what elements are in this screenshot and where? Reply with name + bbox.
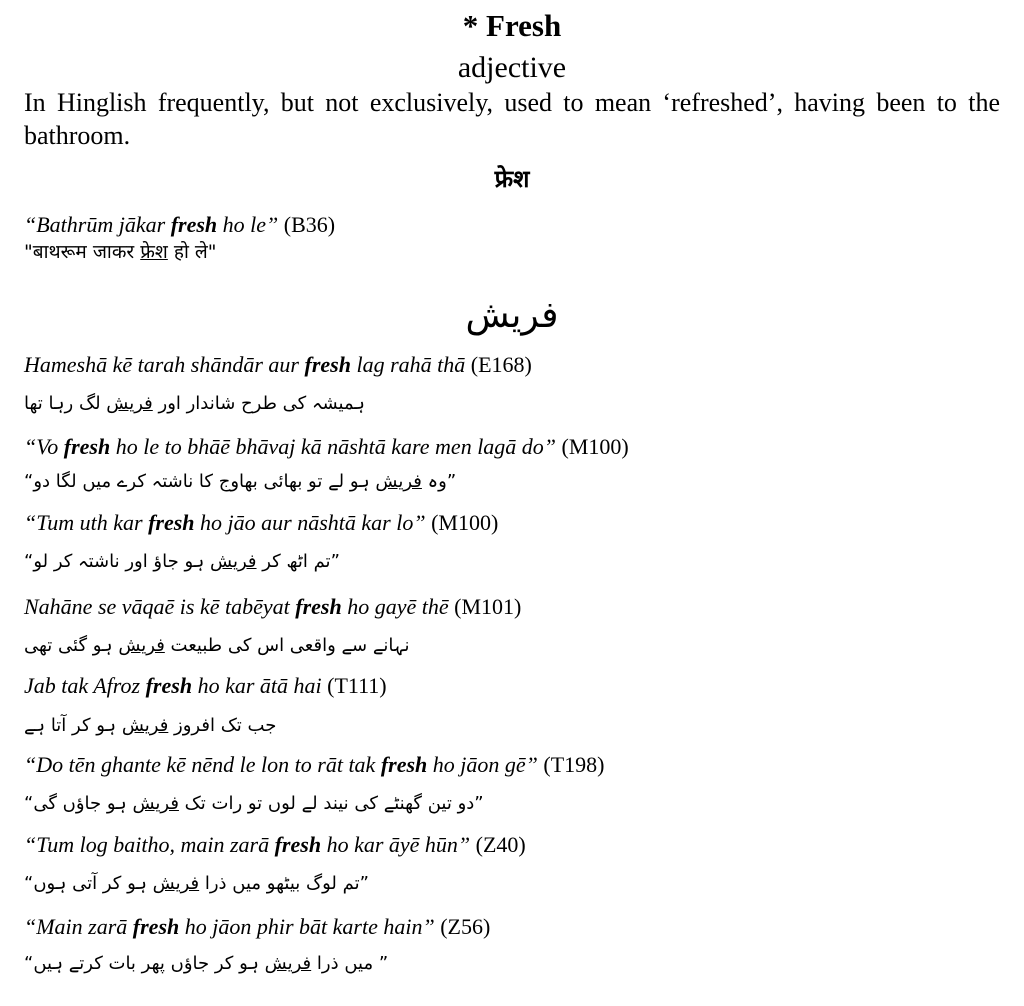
example-keyword: فریش: [118, 635, 165, 656]
example-keyword: فریش: [121, 715, 169, 736]
example-text: لگ رہا تھا: [24, 393, 107, 414]
example-text: "बाथरूम जाकर: [24, 241, 141, 263]
urdu-example-line: [24, 790, 484, 818]
urdu-example-script: [24, 632, 1000, 660]
urdu-example-script: [24, 950, 1000, 978]
urdu-example-script: [24, 712, 1000, 740]
urdu-headword: فریش: [465, 295, 559, 336]
example-text: ہو جاؤ اور ناشتہ کر لو“: [24, 551, 211, 572]
example-text: ho le”: [217, 212, 279, 237]
example-keyword: fresh: [170, 212, 218, 237]
example-reference: (M100): [425, 510, 499, 535]
hindi-headword: फ्रेश: [494, 165, 530, 193]
example-text: ho kar ātā hai: [192, 673, 322, 698]
example-keyword: فریش: [152, 873, 200, 894]
example-text: ہو کر آتی ہوں“: [24, 873, 153, 894]
urdu-example-romanized: [24, 350, 1000, 380]
example-text: “Main zarā: [24, 914, 133, 939]
example-reference: (Z40): [470, 832, 526, 857]
example-text: ”تم لوگ بیٹھو میں ذرا: [199, 873, 369, 894]
urdu-example-romanized: [24, 912, 1000, 942]
example-text: ہو کر جاؤں پھر بات کرتے ہیں“: [24, 953, 265, 974]
example-keyword: فریش: [106, 393, 153, 414]
example-keyword: fresh: [380, 752, 428, 777]
example-keyword: فریش: [375, 471, 422, 492]
example-reference: (E168): [465, 352, 532, 377]
definition: In Hinglish frequently, but not exclusively, used to mean ‘refreshed’, having been to the bathroom.: [24, 88, 1000, 150]
urdu-example-line: [24, 870, 369, 898]
example-text: “Vo: [24, 434, 64, 459]
example-text: lag rahā thā: [350, 352, 466, 377]
example-reference: (M101): [448, 594, 522, 619]
example-reference: (M100): [556, 434, 629, 459]
example-text: Hameshā kē tarah shāndār aur: [24, 352, 305, 377]
example-keyword: fresh: [148, 510, 195, 535]
example-text: ہو کر آتا ہے: [24, 715, 122, 736]
urdu-example-script: [24, 790, 1000, 818]
example-text: ho kar āyē hūn”: [321, 832, 471, 857]
urdu-example-line: [24, 632, 409, 660]
urdu-example-line: [24, 950, 388, 978]
example-text: نہانے سے واقعی اس کی طبیعت: [164, 635, 410, 656]
example-text: ہو گئی تھی: [24, 635, 119, 656]
example-text: ho jāon gē”: [427, 752, 538, 777]
example-text: ہو لے تو بھائی بھاوج کا ناشتہ کرے میں لگا دو“: [24, 471, 376, 492]
urdu-example-script: [24, 548, 1000, 576]
example-keyword: fresh: [274, 832, 322, 857]
example-text: ”وہ: [421, 471, 457, 492]
example-text: ”تم اٹھ کر: [256, 551, 340, 572]
example-text: Nahāne se vāqaē is kē tabēyat: [24, 594, 296, 619]
urdu-example-line: [24, 712, 276, 740]
example-reference: (T198): [537, 752, 605, 777]
urdu-example-line: [24, 468, 456, 496]
urdu-example-romanized: [24, 830, 1000, 860]
example-text: “Tum log baitho, main zarā: [24, 832, 275, 857]
example-keyword: فریش: [132, 793, 179, 814]
example-text: ho jāon phir bāt karte hain”: [179, 914, 435, 939]
example-keyword: فریش: [210, 551, 257, 572]
urdu-example-romanized: [24, 671, 1000, 701]
example-keyword: فریش: [264, 953, 312, 974]
example-text: ho jāo aur nāshtā kar lo”: [194, 510, 426, 535]
example-reference: (B36): [278, 212, 336, 237]
urdu-example-romanized: [24, 592, 1000, 622]
example-reference: (T111): [321, 673, 387, 698]
example-text: ہمیشہ کی طرح شاندار اور: [152, 393, 365, 414]
example-text: Jab tak Afroz: [24, 673, 146, 698]
part-of-speech: adjective: [457, 51, 567, 84]
example-text: “Bathrūm jākar: [24, 212, 171, 237]
example-text: ہو جاؤں گی“: [24, 793, 133, 814]
example-text: ho gayē thē: [341, 594, 449, 619]
example-keyword: fresh: [63, 434, 111, 459]
example-text: ”دو تین گھنٹے کی نیند لے لوں تو رات تک: [178, 793, 484, 814]
example-keyword: fresh: [132, 914, 180, 939]
example-keyword: fresh: [295, 594, 342, 619]
example-text: हो ले": [167, 241, 217, 263]
example-text: جب تک افروز: [168, 715, 277, 736]
urdu-example-script: [24, 870, 1000, 898]
example-text: ” میں ذرا: [311, 953, 389, 974]
example-text: ho le to bhāē bhāvaj kā nāshtā kare men lagā do”: [110, 434, 557, 459]
hindi-example-romanized: [24, 210, 1000, 240]
urdu-example-romanized: [24, 750, 1000, 780]
urdu-example-romanized: [24, 508, 1000, 538]
urdu-example-script: [24, 468, 1000, 496]
hindi-example-script: [24, 238, 1000, 266]
urdu-example-romanized: [24, 432, 1000, 462]
urdu-example-line: [24, 390, 365, 418]
urdu-example-line: [24, 548, 340, 576]
example-text: “Do tēn ghante kē nēnd le lon to rāt tak: [24, 752, 381, 777]
example-reference: (Z56): [434, 914, 491, 939]
example-keyword: fresh: [145, 673, 193, 698]
example-keyword: fresh: [304, 352, 351, 377]
example-keyword: फ्रेश: [140, 241, 168, 263]
example-text: “Tum uth kar: [24, 510, 149, 535]
urdu-example-script: [24, 390, 1000, 418]
headword: * Fresh: [462, 8, 562, 43]
